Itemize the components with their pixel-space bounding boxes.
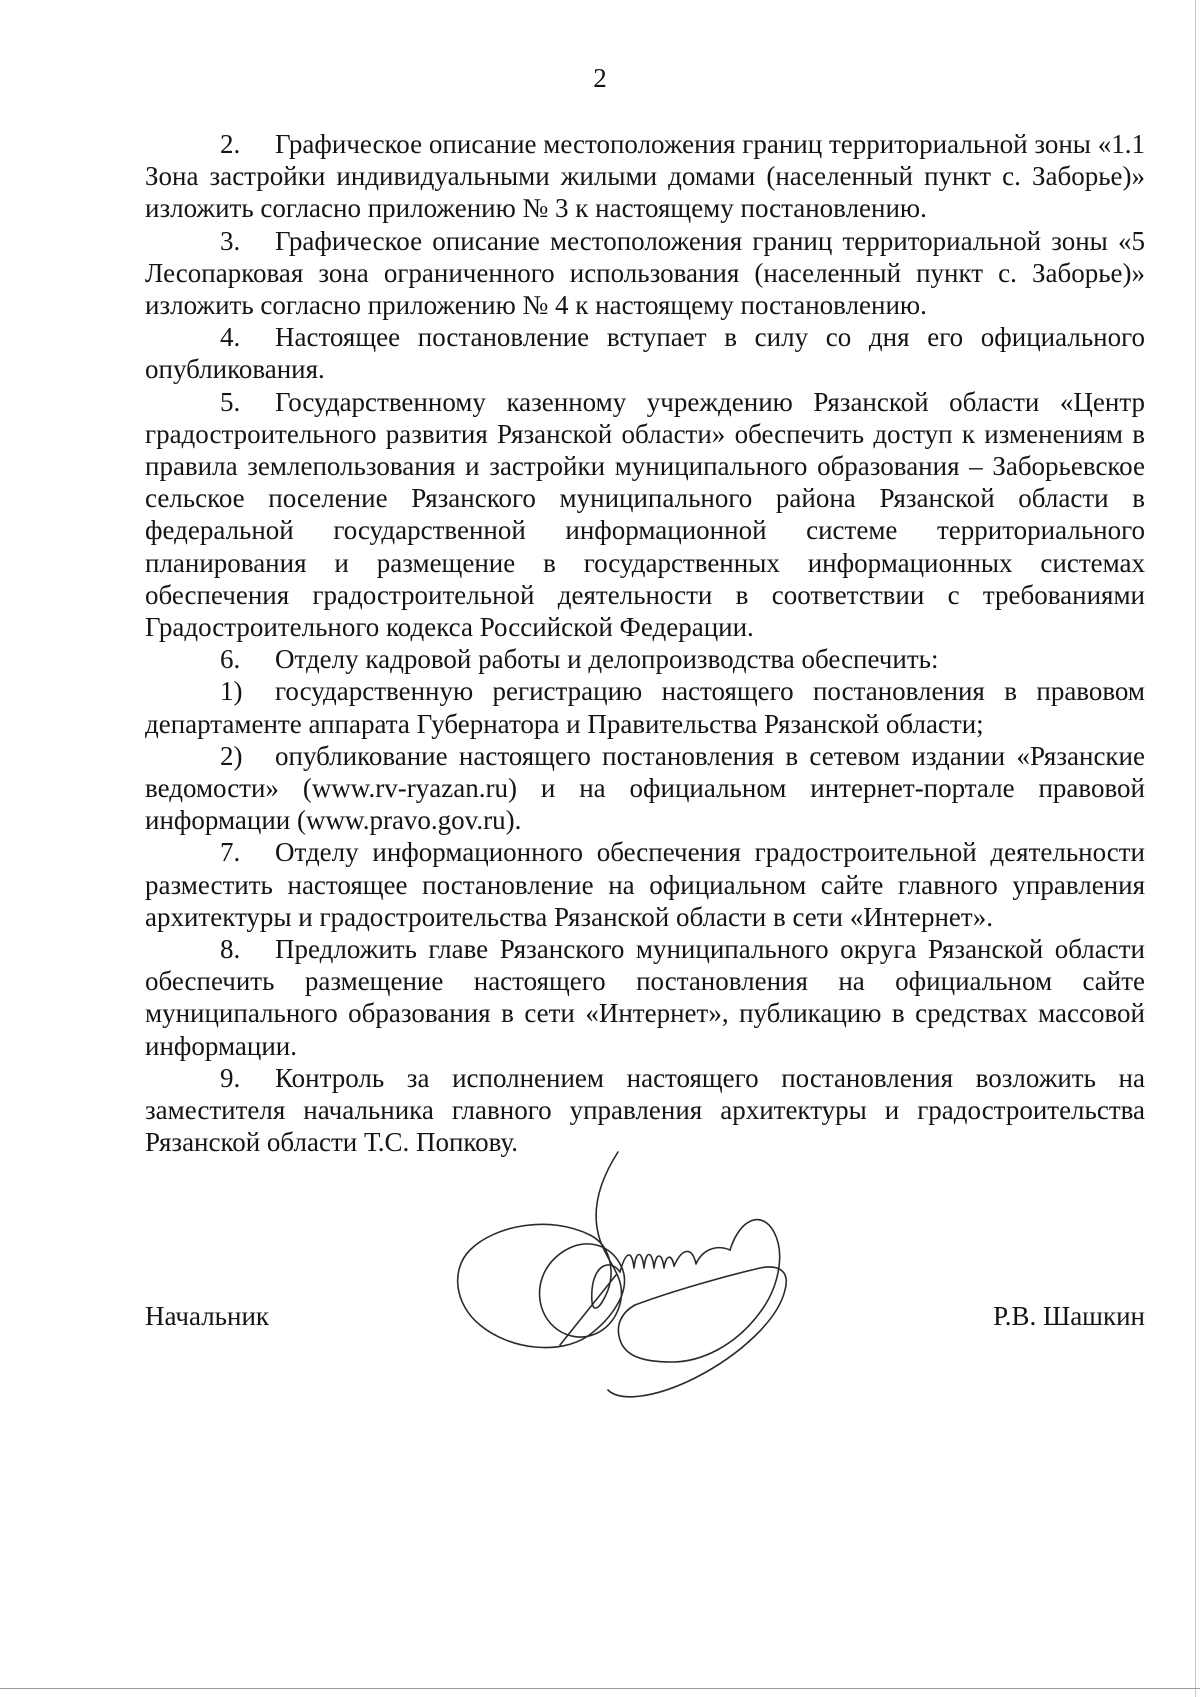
paragraph-number: 6. xyxy=(220,644,241,675)
paragraph-text: Графическое описание местоположения границ территориальной зоны «5 Лесопарковая зона ограниченного использования (населенный пункт с. Заборье)» изложить согласно приложению № 4 к настоящему постановлению. xyxy=(145,225,1145,321)
paragraph-text: Настоящее постановление вступает в силу со дня его официального опубликования. xyxy=(145,322,1145,385)
paragraph-number: 2. xyxy=(220,129,241,159)
paragraph-8 xyxy=(145,933,1145,1062)
paragraph-number: 8. xyxy=(220,934,241,965)
paragraph-number: 9. xyxy=(220,1062,241,1093)
paragraph-number: 1) xyxy=(220,676,243,707)
paragraph-4 xyxy=(145,321,1145,385)
paragraph-7 xyxy=(145,836,1145,933)
signatory-position: Начальник xyxy=(145,1301,270,1331)
subparagraph-2 xyxy=(145,740,1145,837)
paragraph-number: 7. xyxy=(220,837,241,868)
subparagraph-1 xyxy=(145,675,1145,739)
scan-edge xyxy=(1195,0,1196,1697)
paragraph-2 xyxy=(145,128,1145,225)
paragraph-text: опубликование настоящего постановления в сетевом издании «Рязанские ведомости» (www.rv-ryazan.ru) и на официальном интернет-портале правовой информации (www.pravo.gov.ru). xyxy=(145,740,1145,836)
paragraph-text: Государственному казенному учреждению Рязанской области «Центр градостроительного развития Рязанской области» обеспечить доступ к изменениям в правила землепользования и застройки муниципального образования – Заборьевское сельское поселение Рязанского муниципального района Рязанской области в федеральной государственной информационной системе территориального планирования и размещение в государственных информационных системах обеспечения градостроительной деятельности в соответствии с требованиями Градостроительного кодекса Российской Федерации. xyxy=(145,386,1145,643)
page-number: 2 xyxy=(593,63,607,93)
paragraph-text: государственную регистрацию настоящего постановления в правовом департаменте аппарата Губернатора и Правительства Рязанской области; xyxy=(145,676,1145,739)
paragraph-number: 5. xyxy=(220,386,241,417)
paragraph-number: 4. xyxy=(220,322,241,353)
paragraph-text: Графическое описание местоположения границ территориальной зоны «1.1 Зона застройки индивидуальными жилыми домами (населенный пункт с. Заборье)» изложить согласно приложению № 3 к настоящему постановлению. xyxy=(145,129,1145,224)
document-body xyxy=(145,128,1145,1159)
paragraph-text: Отделу информационного обеспечения градостроительной деятельности разместить настоящее постановление на официальном сайте главного управления архитектуры и градостроительства Рязанской области в сети «Интернет». xyxy=(145,837,1145,932)
paragraph-6 xyxy=(145,643,1145,675)
scan-edge xyxy=(0,1688,1200,1689)
handwritten-signature xyxy=(440,1140,800,1440)
paragraph-text: Отделу кадровой работы и делопроизводства обеспечить: xyxy=(275,644,939,675)
paragraph-5 xyxy=(145,386,1145,644)
paragraph-number: 3. xyxy=(220,225,241,256)
paragraph-text: Контроль за исполнением настоящего постановления возложить на заместителя начальника главного управления архитектуры и градостроительства Рязанской области Т.С. Попкову. xyxy=(145,1062,1145,1158)
paragraph-3 xyxy=(145,225,1145,322)
paragraph-number: 2) xyxy=(220,740,243,771)
paragraph-text: Предложить главе Рязанского муниципального округа Рязанской области обеспечить размещение настоящего постановления на официальном сайте муниципального образования в сети «Интернет», публикацию в средствах массовой информации. xyxy=(145,934,1145,1061)
signatory-name: Р.В. Шашкин xyxy=(993,1301,1145,1331)
